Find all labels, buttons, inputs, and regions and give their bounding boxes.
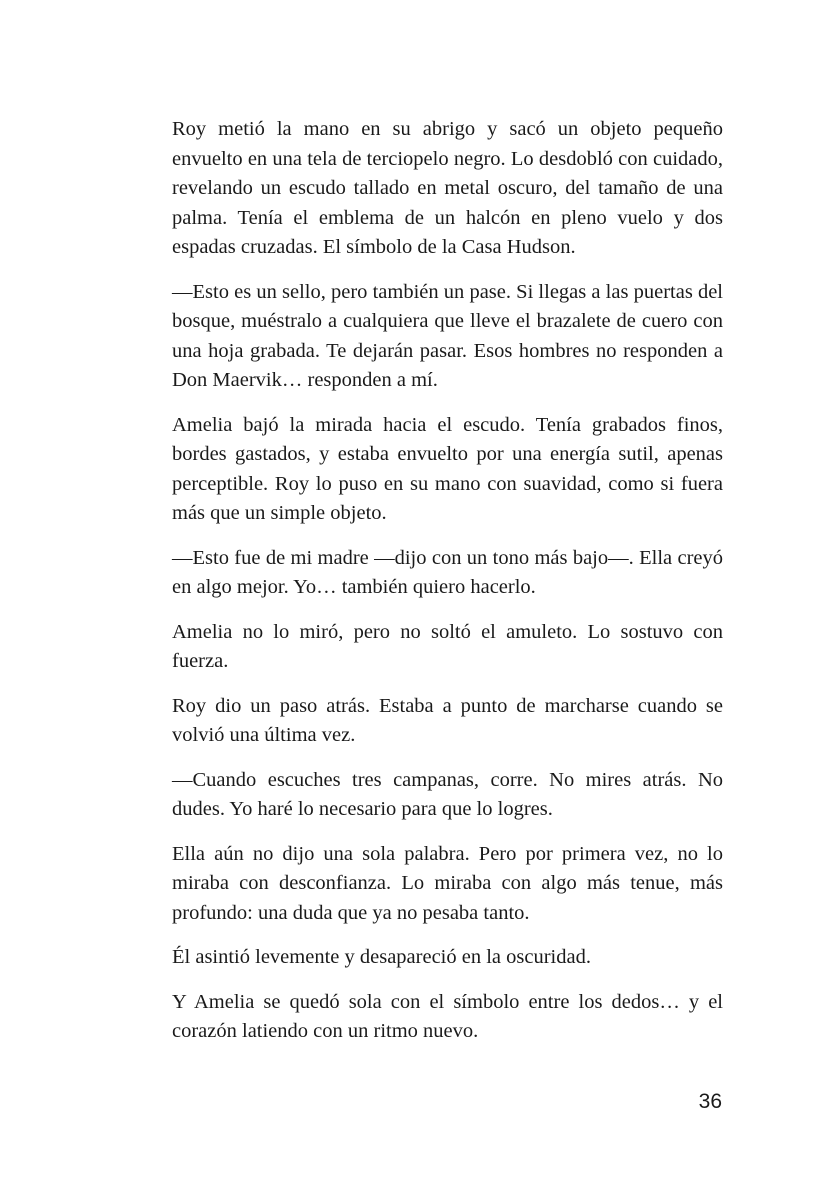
paragraph-3: Amelia bajó la mirada hacia el escudo. Tenía grabados finos, bordes gastados, y estaba envuelto por una energía sutil, apenas perceptible. Roy lo puso en su mano con suavidad, como si fuera más que un simple objeto.: [172, 413, 723, 524]
paragraph-10: Y Amelia se quedó sola con el símbolo entre los dedos… y el corazón latiendo con un ritmo nuevo.: [172, 990, 723, 1042]
paragraph-5: Amelia no lo miró, pero no soltó el amuleto. Lo sostuvo con fuerza.: [172, 620, 723, 672]
body-text: [172, 115, 723, 1062]
paragraph-2: —Esto es un sello, pero también un pase. Si llegas a las puertas del bosque, muéstralo a cualquiera que lleve el brazalete de cuero con una hoja grabada. Te dejarán pasar. Esos hombres no responden a Don Maervik… responden a mí.: [172, 280, 723, 391]
paragraph-1: Roy metió la mano en su abrigo y sacó un objeto pequeño envuelto en una tela de terciopelo negro. Lo desdobló con cuidado, revelando un escudo tallado en metal oscuro, del tamaño de una palma. Tenía el emblema de un halcón en pleno vuelo y dos espadas cruzadas. El símbolo de la Casa Hudson.: [172, 118, 723, 258]
page-number: 36: [698, 1090, 722, 1113]
paragraph-7: —Cuando escuches tres campanas, corre. No mires atrás. No dudes. Yo haré lo necesario para que lo logres.: [172, 768, 723, 820]
paragraph-9: Él asintió levemente y desapareció en la oscuridad.: [172, 946, 591, 968]
paragraph-8: Ella aún no dijo una sola palabra. Pero por primera vez, no lo miraba con desconfianza. Lo miraba con algo más tenue, más profundo: una duda que ya no pesaba tanto.: [172, 842, 723, 924]
paragraph-6: Roy dio un paso atrás. Estaba a punto de marcharse cuando se volvió una última vez.: [172, 694, 723, 746]
paragraph-4: —Esto fue de mi madre —dijo con un tono más bajo—. Ella creyó en algo mejor. Yo… también quiero hacerlo.: [172, 546, 723, 598]
